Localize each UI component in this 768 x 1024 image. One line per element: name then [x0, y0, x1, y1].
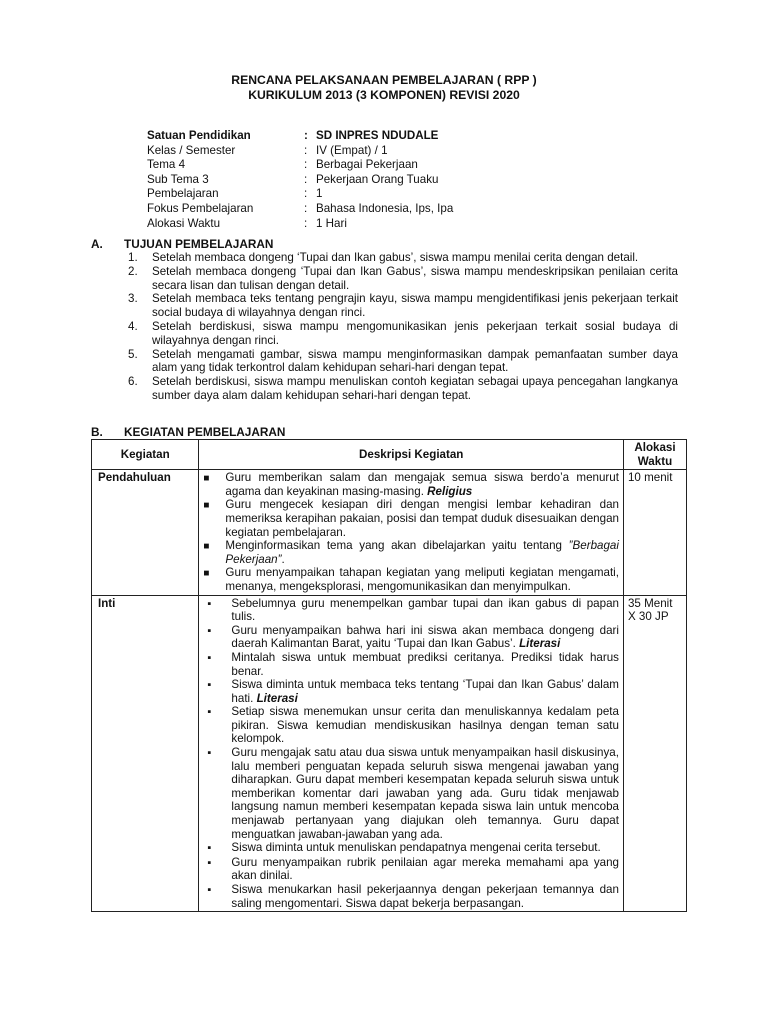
identity-value: Berbagai Pekerjaan	[316, 158, 418, 172]
item-text: Setelah membaca dongeng ‘Tupai dan Ikan Gabus’, siswa mampu mendeskripsikan penilaian cerita secara lisan dan tulisan dengan detail.	[152, 264, 678, 292]
list-item	[203, 566, 619, 593]
identity-row	[147, 158, 453, 173]
item-text: Menginformasikan tema yang akan dibelajarkan yaitu tentang	[225, 539, 562, 553]
small-square-bullet-icon	[203, 678, 231, 705]
identity-colon: :	[304, 172, 308, 186]
identity-colon: :	[304, 187, 308, 201]
list-item	[203, 471, 619, 498]
section-letter: B.	[91, 425, 103, 439]
list-item	[203, 883, 619, 910]
section-letter: A.	[91, 237, 103, 251]
identity-value: 1	[316, 187, 323, 201]
phase-description	[199, 595, 624, 912]
item-number: 6.	[128, 375, 138, 389]
table-header-row	[92, 440, 687, 470]
item-number: 4.	[128, 319, 138, 333]
identity-key: Alokasi Waktu	[147, 216, 221, 230]
small-square-bullet-icon	[203, 856, 231, 883]
activities-table	[91, 439, 687, 912]
item-text: Setelah mengamati gambar, siswa mampu menginformasikan dampak pemanfaatan sumber daya alam yang tidak terkontrol dalam kehidupan sehari-hari dengan tepat.	[152, 347, 678, 375]
identity-colon: :	[304, 129, 308, 142]
phase-inti: Inti	[92, 595, 199, 912]
identity-colon: :	[304, 158, 308, 172]
square-bullet-icon	[203, 566, 225, 593]
item-text: Setelah berdiskusi, siswa mampu menuliskan contoh kegiatan sebagai upaya pencegahan langkanya sumber daya alam dalam kehidupan sehari-hari dengan tepat.	[152, 375, 678, 402]
item-text: Sebelumnya guru menempelkan gambar tupai dan ikan gabus di papan tulis.	[231, 596, 619, 624]
identity-row	[147, 202, 453, 217]
identity-colon: :	[304, 216, 308, 230]
list-item	[128, 292, 678, 320]
table-row	[92, 595, 687, 912]
table-row	[92, 470, 687, 595]
phase-time: 35 Menit X 30 JP	[623, 595, 686, 912]
item-number: 1.	[128, 251, 138, 264]
identity-row	[147, 144, 453, 159]
item-text: Siswa diminta untuk membaca teks tentang ‘Tupai dan Ikan Gabus’ dalam hati.	[231, 678, 619, 705]
small-square-bullet-icon	[203, 841, 231, 856]
phase-pendahuluan: Pendahuluan	[92, 470, 199, 595]
identity-row	[147, 173, 453, 188]
item-text: Siswa diminta untuk menuliskan pendapatnya mengenai cerita tersebut.	[231, 841, 601, 855]
list-item	[203, 624, 619, 651]
identity-value: 1 Hari	[316, 216, 347, 230]
header-kegiatan: Kegiatan	[92, 440, 199, 470]
identity-colon: :	[304, 143, 308, 157]
identity-key: Pembelajaran	[147, 187, 219, 201]
small-square-bullet-icon	[203, 746, 231, 841]
list-item	[203, 746, 619, 841]
item-tail: .	[281, 552, 285, 566]
small-square-bullet-icon	[203, 597, 231, 624]
list-item	[203, 651, 619, 678]
identity-key: Kelas / Semester	[147, 143, 236, 157]
identity-key: Sub Tema 3	[147, 172, 209, 186]
character-tag: Literasi	[519, 637, 561, 651]
header-deskripsi: Deskripsi Kegiatan	[199, 440, 624, 470]
identity-value: SD INPRES NDUDALE	[316, 129, 439, 142]
list-item	[128, 265, 678, 293]
item-text: Setiap siswa menemukan unsur cerita dan menuliskannya kedalam peta pikiran. Siswa kemudian mendiskusikan hasilnya dengan teman satu kelompok.	[231, 705, 619, 746]
item-text: Setelah berdiskusi, siswa mampu mengomunikasikan jenis pekerjaan terkait sosial budaya di wilayahnya dengan rinci.	[152, 319, 678, 347]
item-text: Guru menyampaikan rubrik penilaian agar mereka memahami apa yang akan dinilai.	[231, 855, 619, 883]
item-text: Guru memberikan salam dan mengajak semua siswa berdo’a menurut agama dan keyakinan masing-masing.	[225, 471, 619, 498]
identity-colon: :	[304, 201, 308, 215]
identity-row	[147, 217, 453, 232]
item-text: Guru menyampaikan bahwa hari ini siswa akan membaca dongeng dari daerah Kalimantan Barat, yaitu ‘Tupai dan Ikan Gabus’.	[231, 623, 619, 651]
identity-row	[147, 187, 453, 202]
document-title: RENCANA PELAKSANAAN PEMBELAJARAN ( RPP )	[231, 73, 537, 87]
theme-name: ”Berbagai Pekerjaan”	[225, 539, 619, 566]
list-item	[203, 597, 619, 624]
identity-value: Bahasa Indonesia, Ips, Ipa	[316, 201, 454, 215]
list-item	[203, 841, 619, 856]
identity-block	[147, 129, 453, 231]
list-item	[128, 320, 678, 348]
section-b-heading	[91, 425, 285, 439]
item-number: 5.	[128, 347, 138, 361]
item-text: Setelah membaca teks tentang pengrajin kayu, siswa mampu mengidentifikasi jenis pekerjaan terkait social budaya di wilayahnya dengan rinci.	[152, 292, 678, 320]
list-item	[203, 539, 619, 566]
item-text: Mintalah siswa untuk membuat prediksi ceritanya. Prediksi tidak harus benar.	[231, 650, 619, 678]
small-square-bullet-icon	[203, 705, 231, 746]
small-square-bullet-icon	[203, 651, 231, 678]
document-subtitle: KURIKULUM 2013 (3 KOMPONEN) REVISI 2020	[248, 88, 520, 102]
identity-value: Pekerjaan Orang Tuaku	[316, 172, 439, 186]
identity-key: Fokus Pembelajaran	[147, 201, 254, 215]
identity-key: Tema 4	[147, 158, 186, 172]
square-bullet-icon	[203, 471, 225, 498]
character-tag: Literasi	[256, 691, 298, 705]
section-a-heading	[91, 237, 273, 251]
list-item	[203, 498, 619, 539]
item-text: Guru mengajak satu atau dua siswa untuk menyampaikan hasil diskusinya, lalu memberi penguatan kepada seluruh siswa mengenai jawaban yang diharapkan. Guru dapat memberi kesempatan kepada seluruh siswa untuk memberikan komentar dari jawaban yang ada. Guru tidak menjawab langsung namun memberi kesempatan kepada siswa lain untuk mencoba menjawab pertanyaan yang diajukan oleh temannya. Guru dapat menguatkan jawaban-jawaban yang ada.	[231, 746, 619, 841]
item-text: Siswa menukarkan hasil pekerjaannya dengan pekerjaan temannya dan saling mengomentari. Siswa dapat bekerja berpasangan.	[231, 883, 619, 910]
character-tag: Religius	[427, 484, 473, 498]
item-text: Guru menyampaikan tahapan kegiatan yang meliputi kegiatan mengamati, menanya, mengeksplorasi, mengomunikasikan dan menyimpulkan.	[225, 566, 619, 593]
phase-description	[199, 470, 624, 595]
objectives-list	[128, 251, 678, 403]
list-item	[203, 856, 619, 883]
square-bullet-icon	[203, 498, 225, 539]
identity-key: Satuan Pendidikan	[147, 129, 251, 142]
list-item	[128, 375, 678, 403]
header-alokasi: Alokasi Waktu	[623, 440, 686, 470]
small-square-bullet-icon	[203, 883, 231, 910]
section-title: TUJUAN PEMBELAJARAN	[124, 237, 274, 251]
section-title: KEGIATAN PEMBELAJARAN	[124, 425, 286, 439]
list-item	[128, 251, 678, 265]
square-bullet-icon	[203, 539, 225, 566]
list-item	[128, 348, 678, 376]
list-item	[203, 705, 619, 746]
list-item	[203, 678, 619, 705]
identity-row	[147, 129, 453, 144]
phase-time: 10 menit	[623, 470, 686, 595]
item-number: 2.	[128, 264, 138, 278]
item-text: Setelah membaca dongeng ‘Tupai dan Ikan gabus’, siswa mampu menilai cerita dengan detail.	[152, 251, 639, 264]
item-number: 3.	[128, 292, 138, 306]
item-text: Guru mengecek kesiapan diri dengan mengisi lembar kehadiran dan memeriksa kerapihan pakaian, posisi dan tempat duduk disesuaikan dengan kegiatan pembelajaran.	[225, 498, 619, 539]
identity-value: IV (Empat) / 1	[316, 143, 388, 157]
small-square-bullet-icon	[203, 624, 231, 651]
